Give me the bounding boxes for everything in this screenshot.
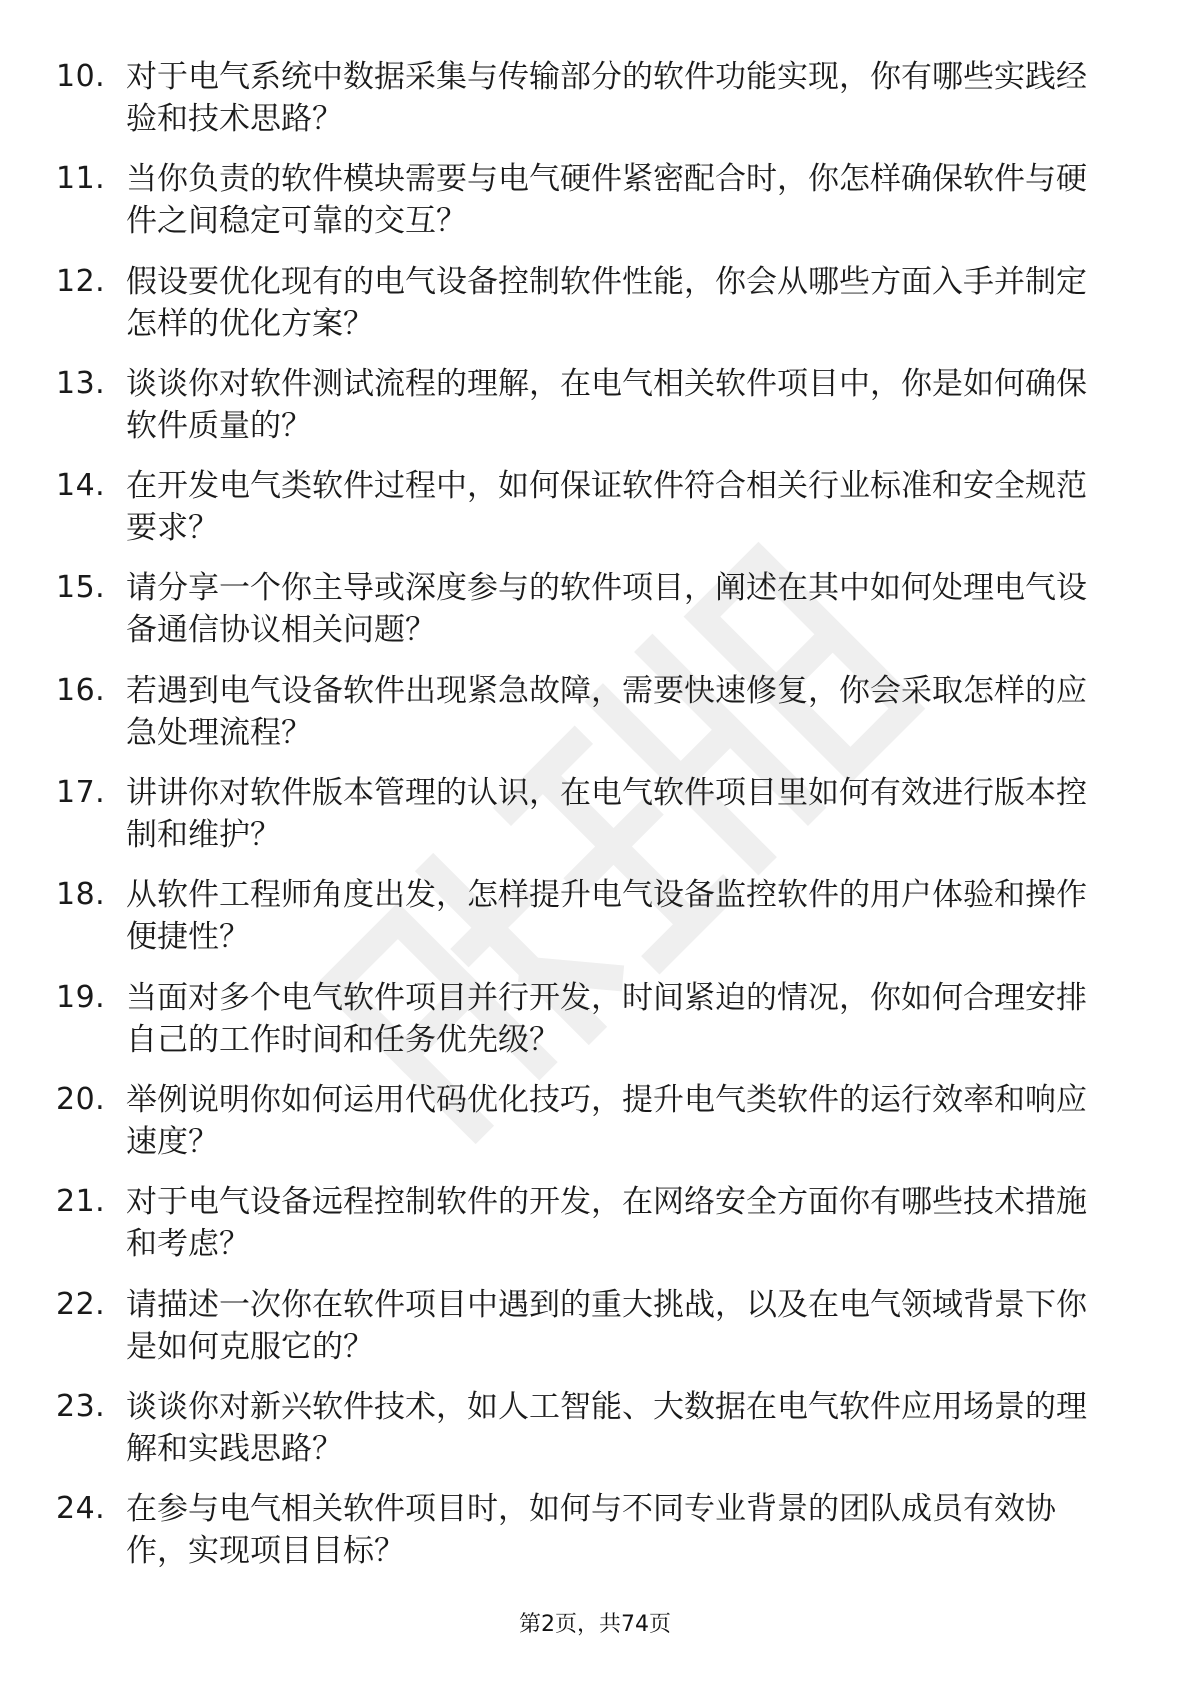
question-text: 假设要优化现有的电气设备控制软件性能，你会从哪些方面入手并制定怎样的优化方案？: [126, 263, 1087, 342]
question-number: 21.: [56, 1184, 106, 1220]
question-item: [56, 1386, 1116, 1488]
question-text: 若遇到电气设备软件出现紧急故障，需要快速修复，你会采取怎样的应急处理流程？: [126, 672, 1087, 751]
question-item: [56, 977, 1116, 1079]
question-number: 16.: [56, 672, 106, 708]
question-number: 23.: [56, 1388, 106, 1424]
question-item: [56, 1284, 1116, 1386]
question-text: 谈谈你对新兴软件技术，如人工智能、大数据在电气软件应用场景的理解和实践思路？: [126, 1388, 1087, 1467]
question-number: 15.: [56, 570, 106, 606]
page-footer: 第2页，共74页: [519, 1612, 671, 1637]
question-item: [56, 567, 1116, 669]
question-number: 24.: [56, 1491, 106, 1527]
question-text: 当你负责的软件模块需要与电气硬件紧密配合时，你怎样确保软件与硬件之间稳定可靠的交互？: [126, 161, 1087, 240]
question-text: 谈谈你对软件测试流程的理解，在电气相关软件项目中，你是如何确保软件质量的？: [126, 365, 1087, 444]
question-text: 举例说明你如何运用代码优化技巧，提升电气类软件的运行效率和响应速度？: [126, 1081, 1087, 1160]
question-item: [56, 465, 1116, 567]
question-text: 当面对多个电气软件项目并行开发，时间紧迫的情况，你如何合理安排自己的工作时间和任务优先级？: [126, 979, 1087, 1058]
question-number: 20.: [56, 1081, 106, 1117]
question-item: [56, 56, 1116, 158]
question-number: 10.: [56, 59, 106, 94]
question-text: 请描述一次你在软件项目中遇到的重大挑战，以及在电气领域背景下你是如何克服它的？: [126, 1286, 1087, 1365]
question-item: [56, 363, 1116, 465]
question-number: 17.: [56, 775, 106, 811]
question-text: 对于电气设备远程控制软件的开发，在网络安全方面你有哪些技术措施和考虑？: [126, 1184, 1087, 1263]
question-text: 从软件工程师角度出发，怎样提升电气设备监控软件的用户体验和操作便捷性？: [126, 877, 1087, 956]
question-number: 12.: [56, 263, 106, 299]
question-text: 对于电气系统中数据采集与传输部分的软件功能实现，你有哪些实践经验和技术思路？: [126, 59, 1087, 137]
question-number: 19.: [56, 979, 106, 1015]
question-item: [56, 772, 1116, 874]
question-number: 22.: [56, 1286, 106, 1322]
question-item: [56, 1079, 1116, 1181]
question-item: [56, 670, 1116, 772]
question-text: 讲讲你对软件版本管理的认识，在电气软件项目里如何有效进行版本控制和维护？: [126, 775, 1087, 854]
question-item: [56, 158, 1116, 260]
question-text: 在开发电气类软件过程中，如何保证软件符合相关行业标准和安全规范要求？: [126, 468, 1087, 547]
question-number: 14.: [56, 468, 106, 504]
question-number: 18.: [56, 877, 106, 913]
question-text: 请分享一个你主导或深度参与的软件项目，阐述在其中如何处理电气设备通信协议相关问题？: [126, 570, 1087, 649]
question-item: [56, 1488, 1116, 1590]
question-text: 在参与电气相关软件项目时，如何与不同专业背景的团队成员有效协作，实现项目目标？: [126, 1491, 1056, 1570]
question-list: [56, 56, 1116, 1590]
question-item: [56, 261, 1116, 363]
question-number: 11.: [56, 161, 106, 197]
question-item: [56, 1181, 1116, 1283]
question-number: 13.: [56, 365, 106, 401]
question-item: [56, 874, 1116, 976]
